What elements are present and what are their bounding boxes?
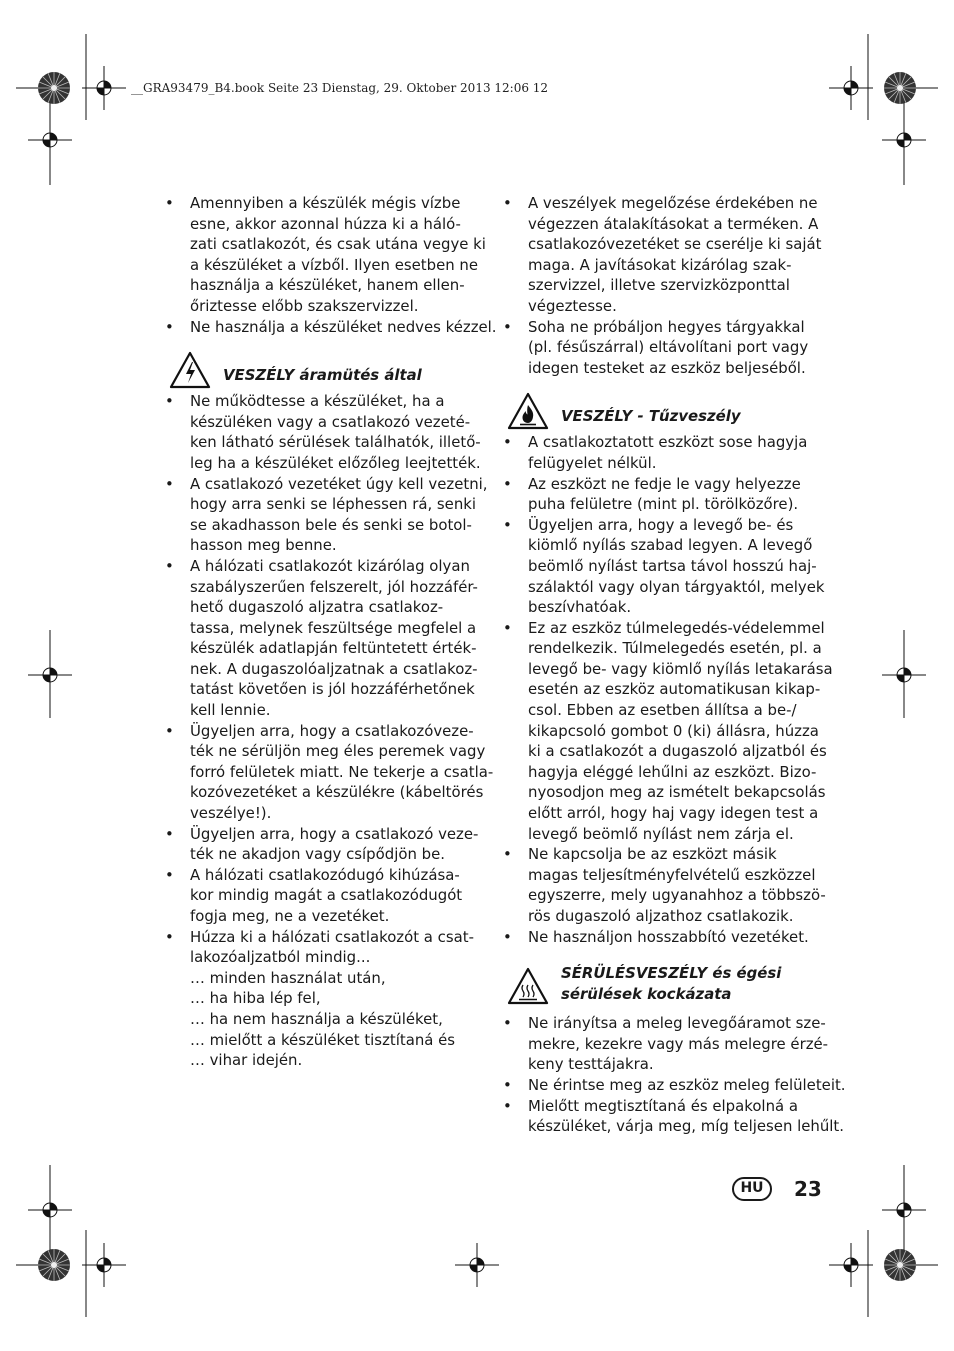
fire-warning-icon bbox=[507, 392, 549, 430]
text-line: kikapcsoló gombot 0 (ki) állásra, húzza bbox=[528, 721, 819, 740]
electric-shock-warning-title: VESZÉLY áramütés által bbox=[223, 366, 422, 385]
text-line: • Az eszközt ne fedje le vagy helyezze bbox=[528, 474, 801, 493]
text-line: • A veszélyek megelőzése érdekében ne bbox=[528, 194, 818, 212]
unplug-situation-item: … minden használat után, bbox=[190, 968, 386, 987]
text-line: • Amennyiben a készülék mégis vízbe bbox=[190, 194, 461, 212]
text-line: hető dugaszoló aljzatra csatlakoz- bbox=[190, 598, 444, 617]
text-line: se akadhasson bele és senki se botol- bbox=[190, 515, 472, 534]
text-line: nyosodjon meg az ismételt bekapcsolás bbox=[528, 783, 826, 802]
left-intro-list bbox=[165, 193, 497, 337]
unplug-situation-item: … ha hiba lép fel, bbox=[190, 989, 321, 1008]
bullet-item bbox=[165, 824, 483, 865]
text-line: beömlő nyílást tartsa távol hosszú haj- bbox=[528, 556, 817, 575]
bullet-item bbox=[503, 317, 821, 379]
text-line: szabályszerűen felszerelt, jól hozzáfér- bbox=[190, 577, 478, 596]
text-line: szálaktól vagy olyan tárgyaktól, melyek bbox=[528, 577, 825, 596]
bullet-item bbox=[165, 721, 494, 824]
unplug-situations-list bbox=[165, 968, 483, 1071]
text-line: fogja meg, ne a vezetéket. bbox=[190, 907, 390, 925]
text-line: kor mindig magát a csatlakozódugót bbox=[190, 886, 463, 905]
text-line: készülék adatlapján feltüntetett érték- bbox=[190, 639, 477, 658]
electric-shock-warning-icon bbox=[169, 351, 211, 389]
text-line: levegő be- vagy kiömlő nyílás letakarása bbox=[528, 659, 833, 678]
text-line: hagyja eléggé lehűlni az eszközt. Bizo- bbox=[528, 762, 817, 781]
right-column bbox=[503, 193, 846, 1137]
text-line: keny testtájakra. bbox=[528, 1055, 654, 1074]
text-line: hasson meg benne. bbox=[190, 536, 337, 555]
text-line: készüléken vagy a csatlakozó vezeté- bbox=[190, 412, 471, 431]
text-line: • Ne irányítsa a meleg levegőáramot sze- bbox=[528, 1014, 826, 1033]
text-line: végezzen átalakításokat a terméken. A bbox=[528, 214, 819, 233]
text-line: tatást követően is jól hozzáférhetőnek bbox=[190, 680, 475, 699]
burn-safety-list bbox=[503, 1013, 846, 1137]
text-line: (pl. fésűszárral) eltávolítani port vagy bbox=[528, 338, 809, 357]
text-line: veszélye!). bbox=[190, 804, 272, 823]
bullet-item bbox=[503, 1013, 829, 1075]
unplug-situation-item: … mielőtt a készüléket tisztítaná és bbox=[190, 1030, 456, 1049]
text-line: rös dugaszoló aljzathoz csatlakozik. bbox=[528, 907, 794, 925]
text-line: maga. A javításokat kizárólag szak- bbox=[528, 255, 792, 274]
text-line: csol. Ebben az esetben állítsa a be-/ bbox=[528, 701, 797, 720]
text-line: • Ne használjon hosszabbító vezetéket. bbox=[528, 927, 809, 946]
text-line: hogy arra senki se léphessen rá, senki bbox=[190, 495, 477, 514]
text-line: • A hálózati csatlakozódugó kihúzása- bbox=[190, 865, 460, 884]
bullet-item bbox=[165, 556, 483, 721]
bullet-item bbox=[503, 618, 833, 845]
hot-surface-warning-icon bbox=[507, 967, 549, 1005]
text-line: • A csatlakozó vezetéket úgy kell vezetni, bbox=[190, 474, 488, 493]
text-line: kozóvezetéket a készülékre (kábeltörés bbox=[190, 783, 484, 802]
text-line: ték ne sérüljön meg éles peremek vagy bbox=[190, 742, 486, 761]
text-line: előtt arról, hogy haj vagy idegen test a bbox=[528, 804, 819, 823]
fire-warning bbox=[503, 392, 821, 432]
bullet-item bbox=[165, 193, 486, 317]
text-line: használja a készüléket, hanem ellen- bbox=[190, 276, 465, 295]
right-intro-list bbox=[503, 193, 821, 378]
text-line: • Ne kapcsolja be az eszközt másik bbox=[528, 845, 777, 864]
text-line: kiömlő nyílás szabad legyen. A levegő bbox=[528, 536, 813, 555]
text-line: őriztesse előbb szakszervizzel. bbox=[190, 296, 419, 315]
burn-warning bbox=[503, 961, 821, 1013]
unplug-situation-item: … vihar idején. bbox=[190, 1051, 303, 1070]
text-line: forró felületek miatt. Ne tekerje a csatla- bbox=[190, 762, 494, 781]
bullet-item bbox=[503, 193, 821, 317]
text-line: • Ügyeljen arra, hogy a levegő be- és bbox=[528, 515, 794, 534]
text-line: tassa, melynek feszültsége megfelel a bbox=[190, 618, 477, 637]
text-line: • A csatlakoztatott eszközt sose hagyja bbox=[528, 433, 808, 452]
text-line: magas teljesítményfelvételű eszközzel bbox=[528, 865, 816, 884]
text-line: • Húzza ki a hálózati csatlakozót a csat- bbox=[190, 927, 474, 946]
language-badge: HU bbox=[732, 1177, 772, 1201]
text-line: • Ügyeljen arra, hogy a csatlakozó veze- bbox=[190, 824, 479, 843]
bullet-item bbox=[503, 474, 821, 515]
electric-safety-list bbox=[165, 391, 494, 968]
text-line: egyszerre, mely ugyanahhoz a többszö- bbox=[528, 886, 826, 905]
bullet-item bbox=[503, 515, 825, 618]
book-file-header: __GRA93479_B4.book Seite 23 Dienstag, 29. Oktober 2013 12:06 12 bbox=[131, 81, 549, 95]
bullet-item bbox=[503, 844, 826, 926]
text-line: leg ha a készüléket előzőleg leejtették. bbox=[190, 453, 481, 472]
text-line: • Ne érintse meg az eszköz meleg felületeit. bbox=[528, 1075, 846, 1094]
text-line: végeztesse. bbox=[528, 296, 617, 315]
text-line: készüléket, várja meg, míg teljesen lehűlt. bbox=[528, 1117, 844, 1136]
electric-shock-warning bbox=[165, 351, 483, 391]
burn-warning-title-line-2: sérülések kockázata bbox=[561, 984, 732, 1003]
left-column bbox=[165, 193, 497, 1071]
unplug-situation-item: … ha nem használja a készüléket, bbox=[190, 1009, 443, 1028]
bullet-item bbox=[503, 432, 821, 473]
bullet-item bbox=[165, 317, 497, 338]
text-line: idegen testeket az eszköz beljeséből. bbox=[528, 358, 806, 377]
bullet-item bbox=[503, 1096, 844, 1137]
burn-warning-title bbox=[561, 963, 781, 1004]
text-line: • Mielőtt megtisztítaná és elpakolná a bbox=[528, 1096, 798, 1115]
text-line: zati csatlakozót, és csak utána vegye ki bbox=[190, 235, 486, 254]
bullet-item bbox=[165, 865, 483, 927]
text-line: ken látható sérülések találhatók, illető- bbox=[190, 433, 481, 452]
text-line: esne, akkor azonnal húzza ki a háló- bbox=[190, 214, 461, 233]
text-line: ték ne akadjon vagy csípődjön be. bbox=[190, 845, 445, 864]
text-line: • Ügyeljen arra, hogy a csatlakozóveze- bbox=[190, 721, 474, 740]
text-line: • Ne működtesse a készüléket, ha a bbox=[190, 392, 445, 411]
text-line: beszívhatóak. bbox=[528, 598, 632, 617]
text-line: a készüléket a vízből. Ilyen esetben ne bbox=[190, 255, 479, 274]
text-line: • Ez az eszköz túlmelegedés-védelemmel bbox=[528, 618, 825, 637]
bullet-item bbox=[165, 927, 483, 968]
burn-warning-title-line-1: SÉRÜLÉSVESZÉLY és égési bbox=[561, 964, 782, 983]
bullet-item bbox=[165, 391, 483, 473]
text-line: felügyelet nélkül. bbox=[528, 453, 657, 472]
text-line: szervizzel, illetve szervizközponttal bbox=[528, 276, 790, 295]
bullet-item bbox=[503, 1075, 846, 1096]
text-line: puha felületre (mint pl. törölközőre). bbox=[528, 495, 799, 514]
page-number: 23 bbox=[794, 1177, 822, 1201]
text-line: rendelkezik. Túlmelegedés esetén, pl. a bbox=[528, 639, 822, 658]
text-line: • Soha ne próbáljon hegyes tárgyakkal bbox=[528, 317, 805, 336]
fire-warning-title: VESZÉLY - Tűzveszély bbox=[561, 407, 741, 426]
text-line: • Ne használja a készüléket nedves kézzel. bbox=[190, 317, 497, 336]
bullet-item bbox=[165, 474, 488, 556]
bullet-item bbox=[503, 927, 821, 948]
text-line: mekre, kezekre vagy más melegre érzé- bbox=[528, 1034, 829, 1053]
text-line: levegő beömlő nyílást nem zárja el. bbox=[528, 824, 794, 843]
text-line: nek. A dugaszolóaljzatnak a csatlakoz- bbox=[190, 659, 478, 678]
text-line: csatlakozóvezetéket se cserélje ki saját bbox=[528, 235, 822, 254]
text-line: kell lennie. bbox=[190, 701, 271, 720]
text-line: lakozóaljzatból mindig... bbox=[190, 948, 371, 967]
fire-safety-list bbox=[503, 432, 833, 947]
text-line: • A hálózati csatlakozót kizárólag olyan bbox=[190, 556, 470, 575]
text-line: esetén az eszköz automatikusan kikap- bbox=[528, 680, 821, 699]
text-line: ki a csatlakozót a dugaszoló aljzatból és bbox=[528, 742, 827, 761]
